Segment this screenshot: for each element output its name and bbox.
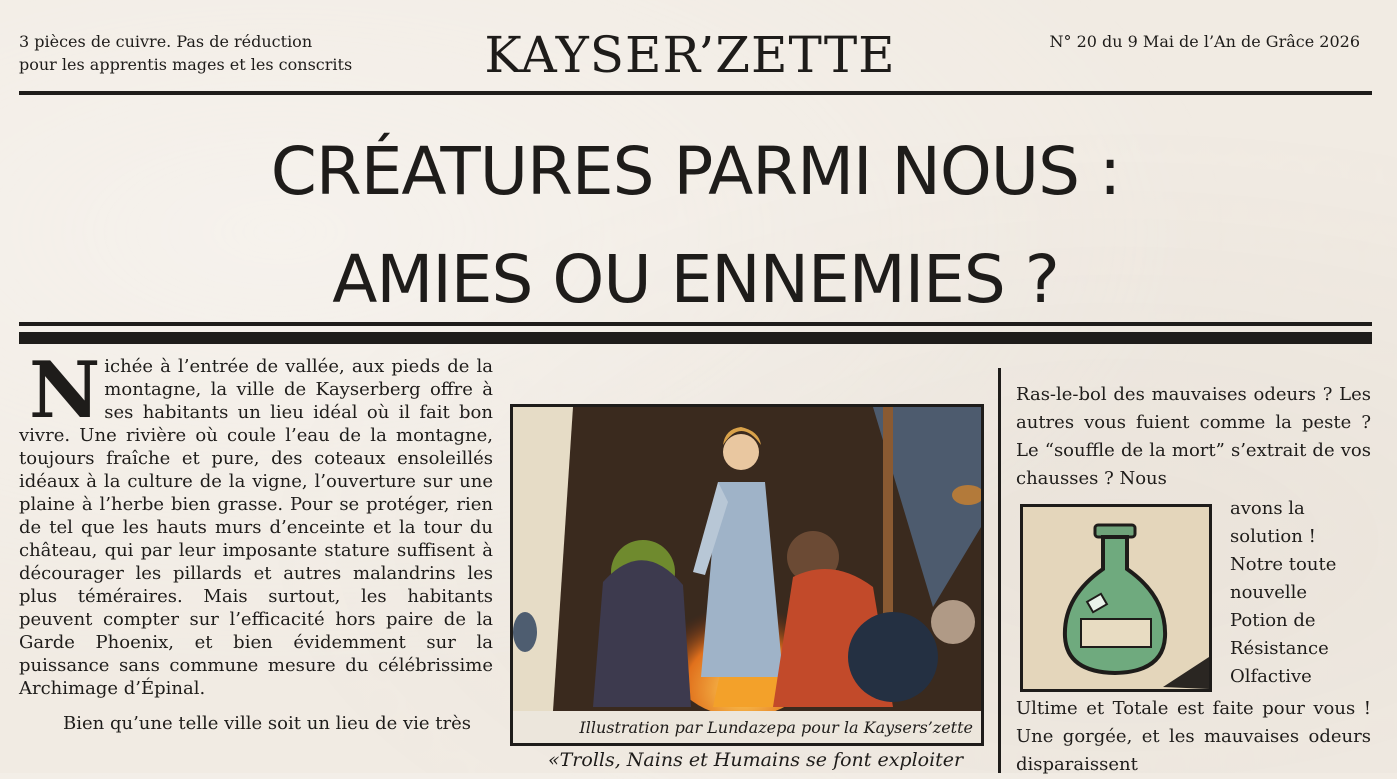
headline-rule-thin bbox=[19, 322, 1372, 326]
advert-side-line: Résistance bbox=[1230, 638, 1329, 659]
price-line-1: 3 pièces de cuivre. Pas de réduction bbox=[19, 32, 313, 51]
header-rule bbox=[19, 91, 1372, 95]
advert-side-line: avons la bbox=[1230, 498, 1305, 519]
headline bbox=[19, 118, 1372, 334]
illustration-frame bbox=[510, 404, 984, 746]
headline-line-1: CRÉATURES PARMI NOUS : bbox=[270, 133, 1121, 210]
price-line-2: pour les apprentis mages et les conscrits bbox=[19, 55, 353, 74]
headline-line-2: AMIES OU ENNEMIES ? bbox=[332, 241, 1059, 318]
potion-bottle-icon bbox=[1023, 507, 1209, 689]
issue-info: N° 20 du 9 Mai de l’An de Grâce 2026 bbox=[1049, 32, 1360, 51]
column-divider bbox=[998, 368, 1001, 773]
advert-side-text bbox=[1230, 495, 1336, 691]
advert-side-line: Potion de bbox=[1230, 610, 1316, 631]
advert-side-line: Olfactive bbox=[1230, 666, 1312, 687]
advert-side-line: nouvelle bbox=[1230, 582, 1308, 603]
masthead-title: KAYSER’ZETTE bbox=[484, 26, 896, 84]
article-body-continued: Bien qu’une telle ville soit un lieu de vie très bbox=[63, 713, 472, 734]
drop-cap: N bbox=[29, 345, 101, 436]
headline-rule-thick bbox=[19, 332, 1372, 344]
article-body: ichée à l’entrée de vallée, aux pieds de la montagne, la ville de Kayserberg offre à ses habitants un lieu idéal où il fait bon vivre. Une rivière où coule l’eau de la montagne, toujours fraîche et pure, des coteaux ensoleillés idéaux à la culture de la vigne, l’ouverture sur une plaine à l’herbe bien grasse. Pour se protéger, rien de tel que les hauts murs d’enceinte et la tour du château, qui par leur imposante stature suffisent à décourager les pillards et autres malandrins les plus téméraires. Mais surtout, les habitants peuvent compter sur l’efficacité hors paire de la Garde Phoenix, et bien évidemment sur la puissance sans commune mesure du célébrissime Archimage d’Épinal. bbox=[19, 356, 493, 699]
potion-illustration bbox=[1020, 504, 1212, 692]
article-column bbox=[19, 345, 493, 735]
illustration-image bbox=[513, 407, 981, 711]
advert-side-line: Notre toute bbox=[1230, 554, 1337, 575]
advert-intro: Ras-le-bol des mauvaises odeurs ? Les autres vous fuient comme la peste ? Le “souffle de la mort” s’extrait de vos chausses ? Nous bbox=[1016, 384, 1371, 489]
pull-quote: «Trolls, Nains et Humains se font exploiter bbox=[548, 749, 964, 771]
advert-outro: Ultime et Totale est faite pour vous ! Une gorgée, et les mauvaises odeurs disparaissent bbox=[1016, 698, 1371, 775]
advert-side-line: solution ! bbox=[1230, 526, 1316, 547]
illustration-caption: Illustration par Lundazepa pour la Kaysers’zette bbox=[579, 718, 973, 737]
